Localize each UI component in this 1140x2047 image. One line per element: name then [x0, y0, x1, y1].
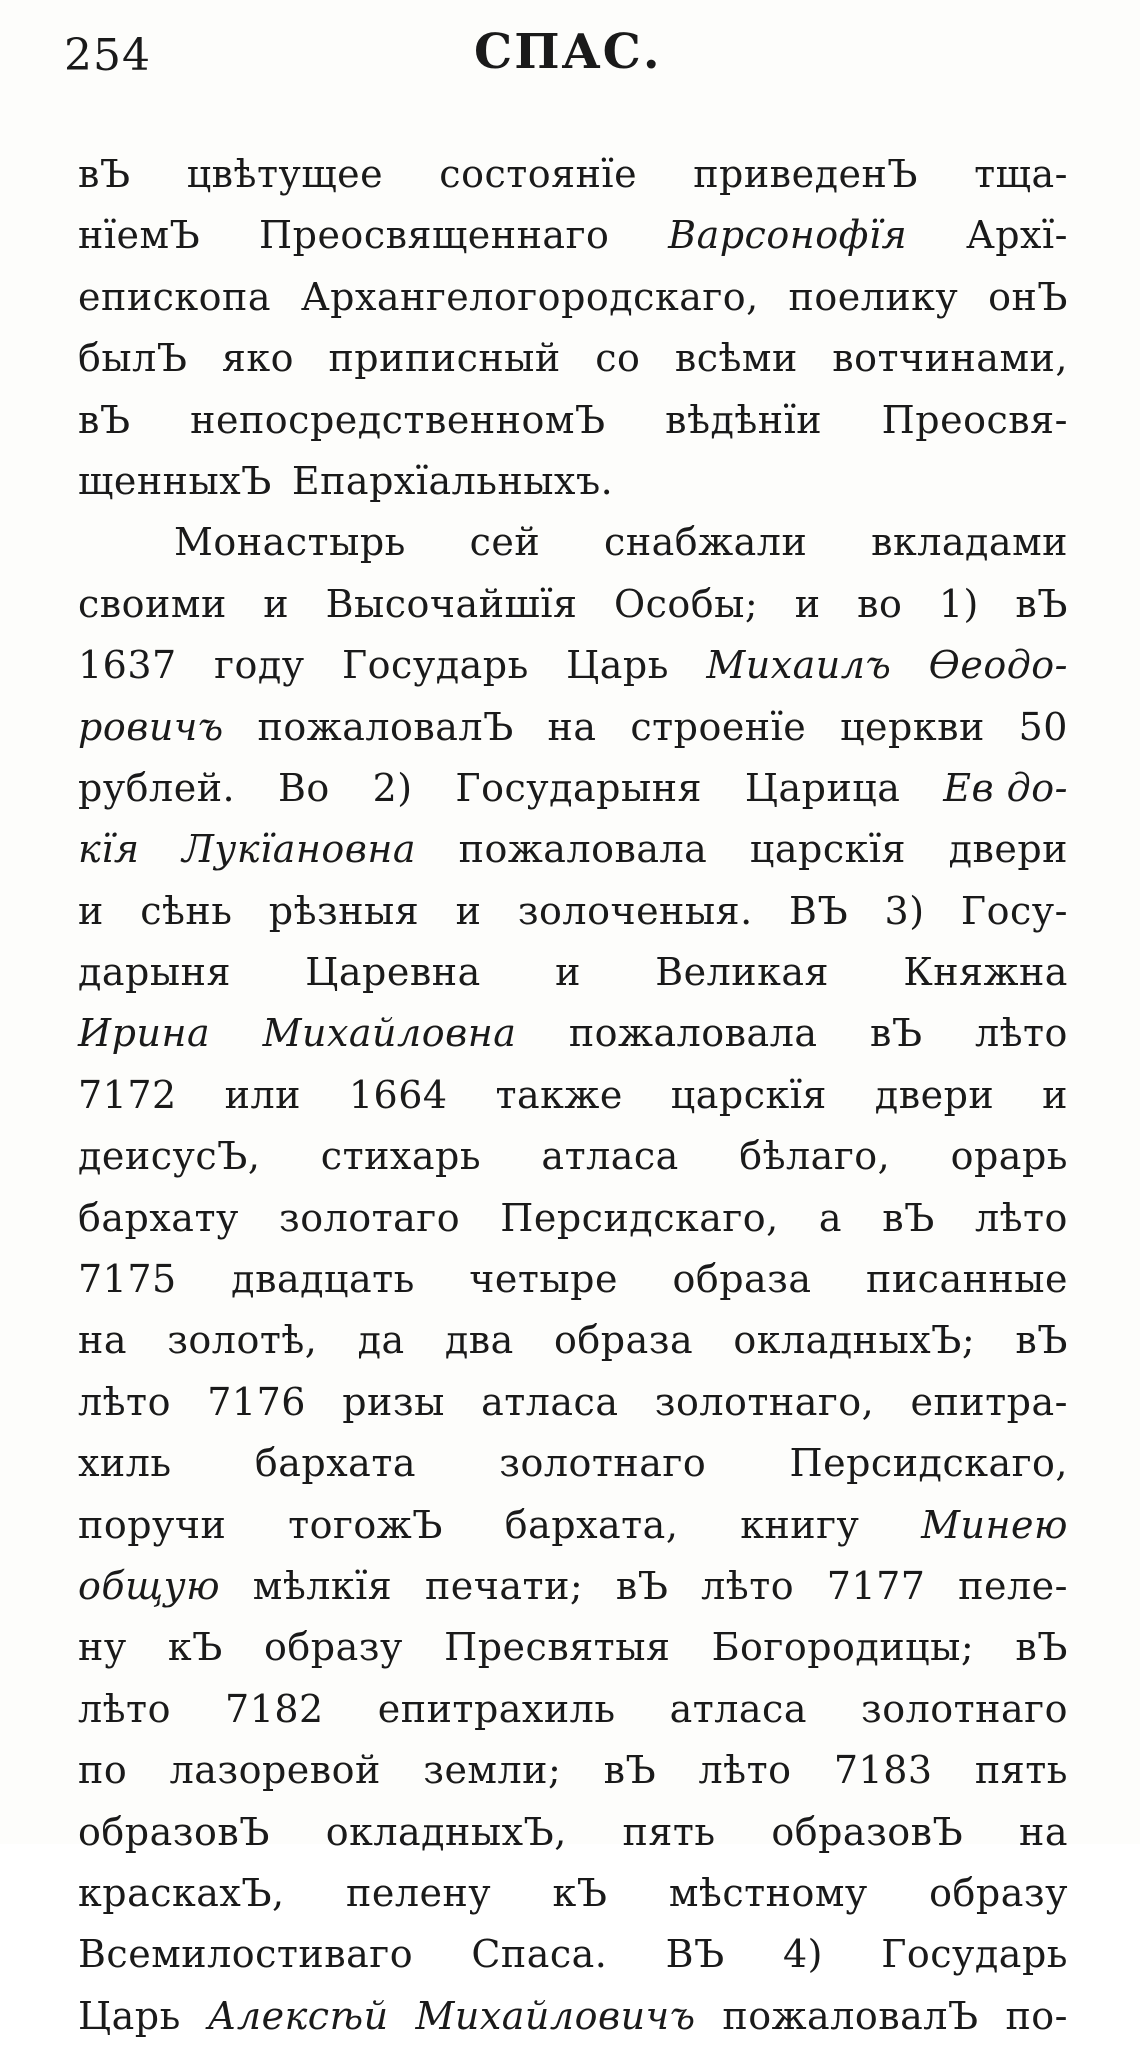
word: четыре	[469, 1257, 618, 1302]
word: Богородицы;	[711, 1625, 975, 1670]
word: 7183	[833, 1748, 933, 1793]
word: книгу	[740, 1502, 860, 1547]
word: двери	[948, 827, 1068, 872]
word: пять	[974, 1748, 1068, 1793]
word: рѣзныя	[268, 888, 420, 933]
word: писанные	[866, 1257, 1068, 1302]
word: ну	[78, 1625, 127, 1670]
text-line	[78, 1863, 1068, 1924]
word: онЪ	[988, 274, 1068, 319]
word: строенїе	[630, 704, 807, 749]
word: вЪ	[1015, 1318, 1068, 1363]
word: и	[78, 888, 104, 933]
word: Архї-	[965, 213, 1068, 258]
word: краскахЪ,	[78, 1870, 285, 1915]
word: ВЪ	[665, 1932, 725, 1977]
word: Преосвященнаго	[258, 213, 610, 258]
word: яко	[221, 336, 294, 381]
text-line	[78, 574, 1068, 635]
word: епитра-	[910, 1379, 1068, 1424]
word: лазоревой	[169, 1748, 381, 1793]
word: стихарь	[320, 1134, 482, 1179]
word: 7177	[826, 1563, 926, 1608]
word: вЪ	[78, 397, 131, 442]
word: Лукїановна	[182, 827, 417, 872]
word: Преосвя-	[881, 397, 1068, 442]
word: вЪ	[882, 1195, 935, 1240]
word: епитрахиль	[377, 1686, 616, 1731]
word: царскїя	[749, 827, 906, 872]
word: Спаса.	[471, 1932, 608, 1977]
word: лѣто	[78, 1379, 171, 1424]
word: образовЪ	[78, 1809, 270, 1854]
word: бѣлаго,	[739, 1134, 891, 1179]
word: деисусЪ,	[78, 1134, 261, 1179]
text-line	[78, 881, 1068, 942]
word: Государь	[881, 1932, 1068, 1977]
word: вЪ	[1015, 1625, 1068, 1670]
word: Ев до-	[943, 765, 1068, 810]
word: Государыня	[455, 765, 703, 810]
word: золоченыя.	[517, 888, 753, 933]
word: земли;	[423, 1748, 562, 1793]
word: и	[794, 581, 821, 626]
word: Монастырь	[174, 520, 406, 565]
word: Во	[277, 765, 330, 810]
word: Царица	[744, 765, 901, 810]
word: и	[455, 888, 482, 933]
text-line	[78, 1556, 1068, 1617]
text-line	[78, 758, 1068, 819]
text-line	[78, 1003, 1068, 1064]
word: царскїя	[670, 1072, 827, 1117]
word: Княжна	[903, 950, 1068, 995]
word: Михайловичъ	[415, 1993, 696, 2038]
word: лѣто	[974, 1195, 1068, 1240]
word: пять	[622, 1809, 716, 1854]
word: лѣто	[974, 1011, 1068, 1056]
word: всѣми	[674, 336, 798, 381]
word: лѣто	[78, 1686, 171, 1731]
word: бархата	[254, 1441, 416, 1486]
text-line	[78, 390, 1068, 451]
word: атласа	[541, 1134, 679, 1179]
word: 1637	[78, 643, 177, 688]
word: былЪ	[78, 336, 188, 381]
word: окладныхЪ,	[325, 1809, 567, 1854]
word: 7172	[78, 1072, 177, 1117]
word: да	[357, 1318, 405, 1363]
word: Великая	[655, 950, 829, 995]
word: золотнаго,	[654, 1379, 875, 1424]
text-line	[78, 1310, 1068, 1371]
word: золотаго	[278, 1195, 461, 1240]
word: Персидскаго,	[789, 1441, 1068, 1486]
word: золотнаго	[861, 1686, 1068, 1731]
text-line	[78, 1986, 1068, 2047]
word: на	[547, 704, 597, 749]
word: Пресвятыя	[444, 1625, 671, 1670]
word: состоянїе	[439, 152, 638, 196]
word: 7182	[225, 1686, 324, 1731]
word: Михайловна	[262, 1011, 517, 1056]
word: по	[78, 1748, 128, 1793]
word: 1664	[348, 1072, 448, 1117]
word: 3)	[884, 888, 925, 933]
word: печати;	[424, 1563, 584, 1608]
word: орарь	[950, 1134, 1068, 1179]
word: 2)	[372, 765, 413, 810]
word: два	[444, 1318, 514, 1363]
word: Царь	[78, 1993, 181, 2038]
word: пожаловала	[568, 1011, 818, 1056]
word: сей	[469, 520, 541, 565]
word: пелену	[346, 1870, 492, 1915]
word: Царевна	[305, 950, 481, 995]
word: Царь	[566, 643, 669, 688]
word: хиль	[78, 1441, 172, 1486]
word: золотѣ,	[167, 1318, 318, 1363]
word: поелику	[788, 274, 959, 319]
word: нїемЪ	[78, 213, 201, 258]
word: пеле-	[958, 1563, 1068, 1608]
word: Особы;	[613, 581, 759, 626]
word: епископа	[78, 274, 272, 319]
word: общую	[78, 1563, 221, 1608]
word: вЪ	[603, 1748, 657, 1793]
word: церкви	[840, 704, 985, 749]
text-line	[78, 1065, 1068, 1126]
text-line	[78, 1740, 1068, 1801]
body-text	[78, 144, 1068, 2047]
word: вЪ	[869, 1011, 923, 1056]
word: ровичъ	[78, 704, 224, 749]
word: щенныхЪ	[78, 458, 272, 503]
word: пожаловалЪ	[257, 704, 514, 749]
text-line	[78, 1126, 1068, 1187]
word: Государь	[342, 643, 529, 688]
word: Алексѣй	[207, 1993, 389, 2038]
word: цвѣтущее	[186, 152, 384, 196]
word: Минею	[921, 1502, 1068, 1547]
word: году	[214, 643, 305, 688]
word: дарыня	[78, 950, 231, 995]
word: вЪ	[615, 1563, 669, 1608]
text-line	[78, 1617, 1068, 1678]
word: также	[495, 1072, 623, 1117]
word: Госу-	[960, 888, 1068, 933]
word: вкладами	[871, 520, 1068, 565]
text-line	[78, 697, 1068, 758]
text-line	[78, 1372, 1068, 1433]
word: образу	[929, 1870, 1068, 1915]
text-line	[78, 1249, 1068, 1310]
word: Высочайшїя	[325, 581, 578, 626]
word: приписный	[328, 336, 561, 381]
text-line	[78, 635, 1068, 696]
word: непосредственномЪ	[190, 397, 606, 442]
word: на	[78, 1318, 127, 1363]
word: атласа	[669, 1686, 807, 1731]
word: или	[224, 1072, 301, 1117]
word: мѣстному	[668, 1870, 868, 1915]
word: приведенЪ	[693, 152, 918, 196]
word: 7176	[207, 1379, 306, 1424]
word: бархата,	[504, 1502, 679, 1547]
word: 7175	[78, 1257, 177, 1302]
word: бархату	[78, 1195, 239, 1240]
word: по-	[1005, 1993, 1068, 2038]
page-header	[0, 0, 1140, 100]
word: образа	[554, 1318, 694, 1363]
word: своими	[78, 581, 227, 626]
text-line	[78, 1188, 1068, 1249]
word: со	[595, 336, 641, 381]
word: золотнаго	[499, 1441, 707, 1486]
word: Епархїальныхъ.	[291, 458, 614, 503]
word: и	[1042, 1072, 1068, 1117]
text-line	[78, 1495, 1068, 1556]
word: Всемилостиваго	[78, 1932, 414, 1977]
word: вотчинами,	[832, 336, 1068, 381]
word: кЪ	[167, 1625, 223, 1670]
word: Архангелогородскаго,	[300, 274, 759, 319]
text-line	[78, 328, 1068, 389]
word: двери	[874, 1072, 995, 1117]
word: рублей.	[78, 765, 236, 810]
word: 1)	[938, 581, 979, 626]
text-line	[78, 1433, 1068, 1494]
word: лѣто	[701, 1563, 795, 1608]
word: вЪ	[1015, 581, 1068, 626]
text-line	[78, 1679, 1068, 1740]
word: окладныхЪ;	[733, 1318, 976, 1363]
word: Михаилъ	[706, 643, 892, 688]
word: во	[857, 581, 903, 626]
word: а	[818, 1195, 843, 1240]
text-line	[78, 144, 1068, 205]
running-head: СПАС.	[474, 24, 662, 80]
text-line	[78, 819, 1068, 880]
text-line	[78, 942, 1068, 1003]
word: тогожЪ	[288, 1502, 443, 1547]
word: Персидскаго,	[500, 1195, 779, 1240]
word: вѣдѣнїи	[665, 397, 823, 442]
text-line	[78, 1802, 1068, 1863]
word: кїя	[78, 827, 140, 872]
word: поручи	[78, 1502, 227, 1547]
word: двадцать	[231, 1257, 415, 1302]
word: 4)	[782, 1932, 823, 1977]
word: сѣнь	[140, 888, 233, 933]
word: и	[263, 581, 290, 626]
word: тща-	[974, 152, 1068, 196]
word: кЪ	[552, 1870, 608, 1915]
word: атласа	[481, 1379, 619, 1424]
word: и	[555, 950, 581, 995]
word: 50	[1018, 704, 1068, 749]
text-line	[78, 205, 1068, 266]
word: вЪ	[78, 152, 131, 196]
word: Ѳеодо-	[928, 643, 1068, 688]
word: снабжали	[604, 520, 808, 565]
word: Варсонофїя	[668, 213, 908, 258]
word: на	[1019, 1809, 1068, 1854]
word: ВЪ	[789, 888, 849, 933]
word: Ирина	[78, 1011, 211, 1056]
text-line	[78, 267, 1068, 328]
word: лѣто	[698, 1748, 792, 1793]
word: пожаловалЪ	[722, 1993, 979, 2038]
word: образа	[672, 1257, 812, 1302]
word: ризы	[342, 1379, 445, 1424]
text-line	[78, 512, 1068, 573]
word: образу	[264, 1625, 403, 1670]
word: пожаловала	[458, 827, 708, 872]
word: мѣлкїя	[252, 1563, 393, 1608]
word: образовЪ	[771, 1809, 964, 1854]
text-line	[78, 451, 1068, 512]
text-line	[78, 1924, 1068, 1985]
page-number: 254	[64, 30, 151, 81]
